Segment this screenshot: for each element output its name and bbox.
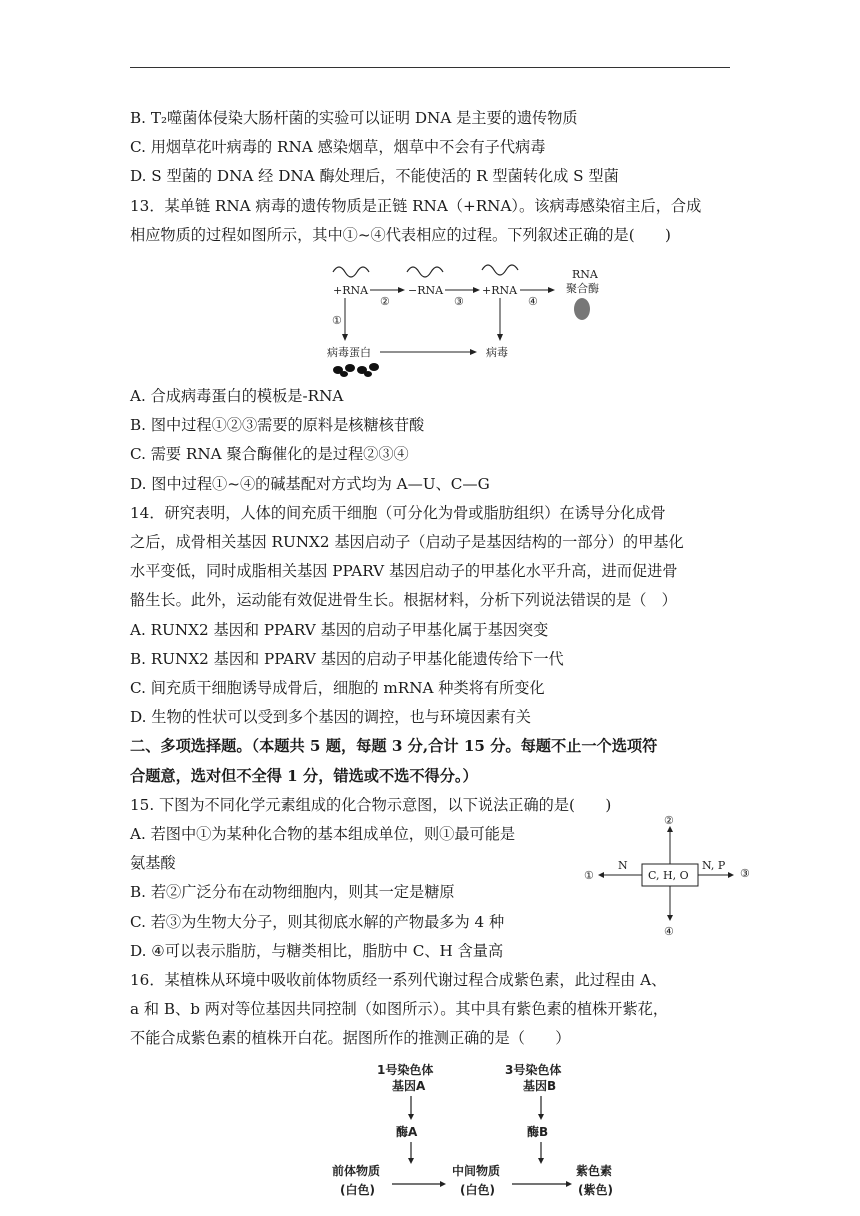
virus-protein: 病毒蛋白 xyxy=(327,346,371,360)
header-rule xyxy=(130,67,730,68)
intermediate-label: 中间物质 xyxy=(452,1163,501,1178)
q13-stem-2: 相应物质的过程如图所示，其中①~④代表相应的过程。下列叙述正确的是( ) xyxy=(130,225,671,244)
intermediate-color: (白色) xyxy=(460,1182,495,1197)
q16-stem-1: 16．某植株从环境中吸收前体物质经一系列代谢过程合成紫色素，此过程由 A、 xyxy=(130,971,667,990)
step-2: ② xyxy=(380,295,390,309)
q16-stem-3: 不能合成紫色素的植株开白花。据图所作的推测正确的是（ ） xyxy=(130,1029,571,1048)
plus-rna-1: +RNA xyxy=(333,284,369,298)
rna-strand-icon xyxy=(333,267,369,277)
q12-option-d: D. S 型菌的 DNA 经 DNA 酶处理后，不能使活的 R 型菌转化成 S 型菌 xyxy=(130,167,619,186)
q13-option-b: B. 图中过程①②③需要的原料是核糖核苷酸 xyxy=(130,416,425,435)
node-3: ③ xyxy=(740,866,750,880)
protein-dots-icon xyxy=(333,363,379,377)
q15-option-d: D. ④可以表示脂肪，与糖类相比，脂肪中 C、H 含量高 xyxy=(130,941,504,960)
chrom3-label: 3号染色体 xyxy=(505,1062,562,1077)
node-2: ② xyxy=(664,813,674,827)
q15-stem: 15. 下图为不同化学元素组成的化合物示意图，以下说法正确的是( ) xyxy=(130,795,612,814)
q16-figure xyxy=(130,1054,735,1204)
precursor-color: (白色) xyxy=(340,1182,375,1197)
node-4: ④ xyxy=(664,924,674,938)
precursor-label: 前体物质 xyxy=(332,1163,381,1178)
q13-diagram-svg xyxy=(130,252,735,376)
center-label: C, H, O xyxy=(648,868,689,882)
geneB-label: 基因B xyxy=(523,1078,557,1093)
section2-heading-1: 二、多项选择题。（本题共 5 题，每题 3 分,合计 15 分。每题不止一个选项符 xyxy=(130,737,658,756)
left-element: N xyxy=(618,858,628,872)
rna-pol-label-2: 聚合酶 xyxy=(566,282,599,296)
q12-option-c: C. 用烟草花叶病毒的 RNA 感染烟草，烟草中不会有子代病毒 xyxy=(130,138,546,157)
q13-figure xyxy=(130,252,735,376)
q13-option-d: D. 图中过程①~④的碱基配对方式均为 A—U、C—G xyxy=(130,474,490,493)
q14-stem-2: 之后，成骨相关基因 RUNX2 基因启动子（启动子是基因结构的一部分）的甲基化 xyxy=(130,533,684,552)
q15-option-b: B. 若②广泛分布在动物细胞内，则其一定是糖原 xyxy=(130,883,455,902)
step-1: ① xyxy=(332,314,342,328)
rna-pol-label-1: RNA xyxy=(572,268,598,282)
q14-stem-4: 骼生长。此外，运动能有效促进骨生长。根据材料，分析下列说法错误的是（ ） xyxy=(130,591,677,610)
section2-heading-2: 合题意，选对但不全得 1 分，错选或不选不得分。） xyxy=(130,766,478,785)
q13-stem-1: 13．某单链 RNA 病毒的遗传物质是正链 RNA（+RNA）。该病毒感染宿主后，合成 xyxy=(130,196,702,215)
q16-stem-2: a 和 B、b 两对等位基因共同控制（如图所示）。其中具有紫色素的植株开紫花， xyxy=(130,1000,669,1019)
purple-color: (紫色) xyxy=(578,1182,613,1197)
q14-option-d: D. 生物的性状可以受到多个基因的调控，也与环境因素有关 xyxy=(130,708,531,727)
right-element: N, P xyxy=(702,858,726,872)
node-1: ① xyxy=(584,868,594,882)
plus-rna-2: +RNA xyxy=(482,284,518,298)
step-4: ④ xyxy=(528,295,538,309)
page-content xyxy=(130,104,750,1204)
q15-figure xyxy=(584,813,750,943)
q12-option-b: B. T₂噬菌体侵染大肠杆菌的实验可以证明 DNA 是主要的遗传物质 xyxy=(130,109,578,127)
geneA-label: 基因A xyxy=(392,1078,426,1093)
q13-option-a: A. 合成病毒蛋白的模板是-RNA xyxy=(130,387,344,406)
step-3: ③ xyxy=(454,295,464,309)
q14-stem-1: 14．研究表明，人体的间充质干细胞（可分化为骨或脂肪组织）在诱导分化成骨 xyxy=(130,503,666,522)
enzymeA-label: 酶A xyxy=(396,1124,418,1139)
virus: 病毒 xyxy=(486,346,508,360)
q14-option-b: B. RUNX2 基因和 PPARV 基因的启动子甲基化能遗传给下一代 xyxy=(130,649,564,668)
q14-stem-3: 水平变低，同时成脂相关基因 PPARV 基因启动子的甲基化水平升高，进而促进骨 xyxy=(130,562,678,581)
q14-option-a: A. RUNX2 基因和 PPARV 基因的启动子甲基化属于基因突变 xyxy=(130,620,549,639)
rna-polymerase-icon xyxy=(574,298,590,320)
chrom1-label: 1号染色体 xyxy=(377,1062,434,1077)
q13-option-c: C. 需要 RNA 聚合酶催化的是过程②③④ xyxy=(130,445,409,464)
q15-block xyxy=(130,791,750,966)
rna-strand-icon xyxy=(482,265,518,275)
rna-strand-icon xyxy=(407,267,443,277)
enzymeB-label: 酶B xyxy=(527,1124,549,1139)
minus-rna: −RNA xyxy=(408,284,444,298)
q14-option-c: C. 间充质干细胞诱导成骨后，细胞的 mRNA 种类将有所变化 xyxy=(130,679,545,698)
q15-option-a-cont: 氨基酸 xyxy=(130,854,176,873)
q15-option-a: A. 若图中①为某种化合物的基本组成单位，则①最可能是 xyxy=(130,825,516,844)
q15-option-c: C. 若③为生物大分子，则其彻底水解的产物最多为 4 种 xyxy=(130,912,505,931)
purple-label: 紫色素 xyxy=(576,1163,613,1178)
